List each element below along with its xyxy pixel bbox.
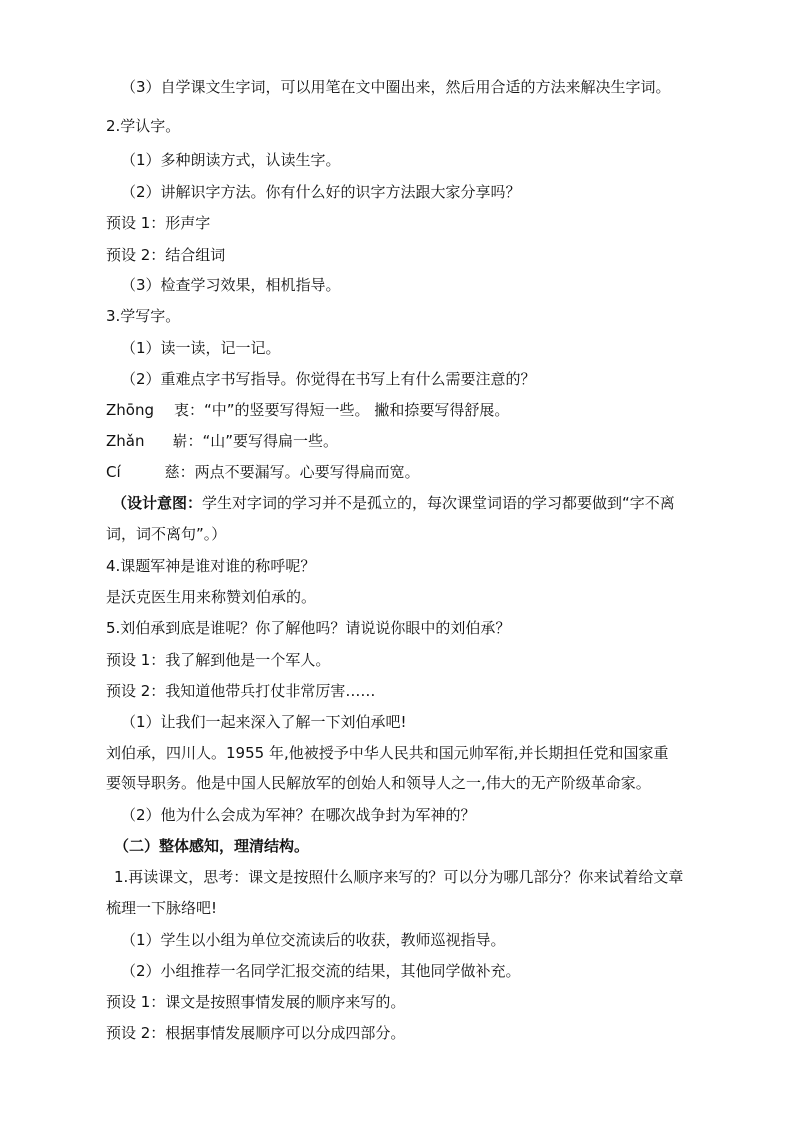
line-reread-cont: 梳理一下脉络吧! xyxy=(106,899,218,917)
pinyin-line xyxy=(106,462,420,482)
design-intent-line2: 词，词不离句”。） xyxy=(106,525,227,543)
section-heading: （二）整体感知，理清结构。 xyxy=(114,837,310,855)
line-preset-1: 预设 1：形声字 xyxy=(106,214,211,232)
line-why-god: （2）他为什么会成为军神？在哪次战争封为军神的？ xyxy=(121,806,476,824)
line-bio-2: 要领导职务。他是中国人民解放军的创始人和领导人之一,伟大的无产阶级革命家。 xyxy=(106,774,651,792)
pinyin: Zhǎn xyxy=(106,432,145,450)
pinyin-line xyxy=(106,400,509,420)
character: 崭 xyxy=(172,432,188,450)
line-preset-a: 预设 1：我了解到他是一个军人。 xyxy=(106,651,331,669)
line-answer-4: 是沃克医生用来称赞刘伯承的。 xyxy=(106,588,317,606)
line-preset-b: 预设 2：我知道他带兵打仗非常厉害…… xyxy=(106,682,376,700)
line-self-study: （3）自学课文生字词，可以用笔在文中圈出来，然后用合适的方法来解决生字词。 xyxy=(121,78,671,96)
pinyin-note: ：两点不要漏写。心要写得扁而宽。 xyxy=(179,463,420,481)
line-writing-guide: （2）重难点字书写指导。你觉得在书写上有什么需要注意的？ xyxy=(121,370,536,388)
line-group-report: （2）小组推荐一名同学汇报交流的结果，其他同学做补充。 xyxy=(121,962,521,980)
pinyin: Cí xyxy=(106,463,121,481)
line-preset-order: 预设 1：课文是按照事情发展的顺序来写的。 xyxy=(106,993,406,1011)
line-preset-2: 预设 2：结合组词 xyxy=(106,246,226,264)
pinyin-line xyxy=(106,431,338,451)
design-intent-label: （设计意图： xyxy=(112,494,203,512)
pinyin-note: ：“山”要写得扁一些。 xyxy=(187,432,339,450)
line-recognize-methods: （2）讲解识字方法。你有什么好的识字方法跟大家分享吗？ xyxy=(121,183,521,201)
design-intent-line1 xyxy=(112,493,675,513)
character: 慈 xyxy=(164,463,180,481)
line-learn-write: 3.学写字。 xyxy=(106,307,181,325)
line-reread: 1.再读课文，思考：课文是按照什么顺序来写的？可以分为哪几部分？你来试着给文章 xyxy=(114,868,684,886)
line-preset-parts: 预设 2：根据事情发展顺序可以分成四部分。 xyxy=(106,1024,406,1042)
line-group-share: （1）学生以小组为单位交流读后的收获，教师巡视指导。 xyxy=(121,931,506,949)
line-learn-more: （1）让我们一起来深入了解一下刘伯承吧! xyxy=(121,713,407,731)
line-read-methods: （1）多种朗读方式，认读生字。 xyxy=(121,151,341,169)
line-read-remember: （1）读一读，记一记。 xyxy=(121,339,281,357)
design-intent-text: 学生对字词的学习并不是孤立的，每次课堂词语的学习都要做到“字不离 xyxy=(202,494,675,512)
line-learn-read: 2.学认字。 xyxy=(106,117,181,135)
pinyin-note: ：“中”的竖要写得短一些。 撇和捺要写得舒展。 xyxy=(189,401,510,419)
pinyin: Zhōng xyxy=(106,401,154,419)
line-bio-1: 刘伯承，四川人。1955 年,他被授予中华人民共和国元帅军衔,并长期担任党和国家重 xyxy=(106,744,669,762)
line-check-effect: （3）检查学习效果，相机指导。 xyxy=(121,276,341,294)
character: 衷 xyxy=(174,401,190,419)
line-question-4: 4.课题军神是谁对谁的称呼呢？ xyxy=(106,557,316,575)
line-question-5: 5.刘伯承到底是谁呢？你了解他吗？请说说你眼中的刘伯承？ xyxy=(106,619,511,637)
